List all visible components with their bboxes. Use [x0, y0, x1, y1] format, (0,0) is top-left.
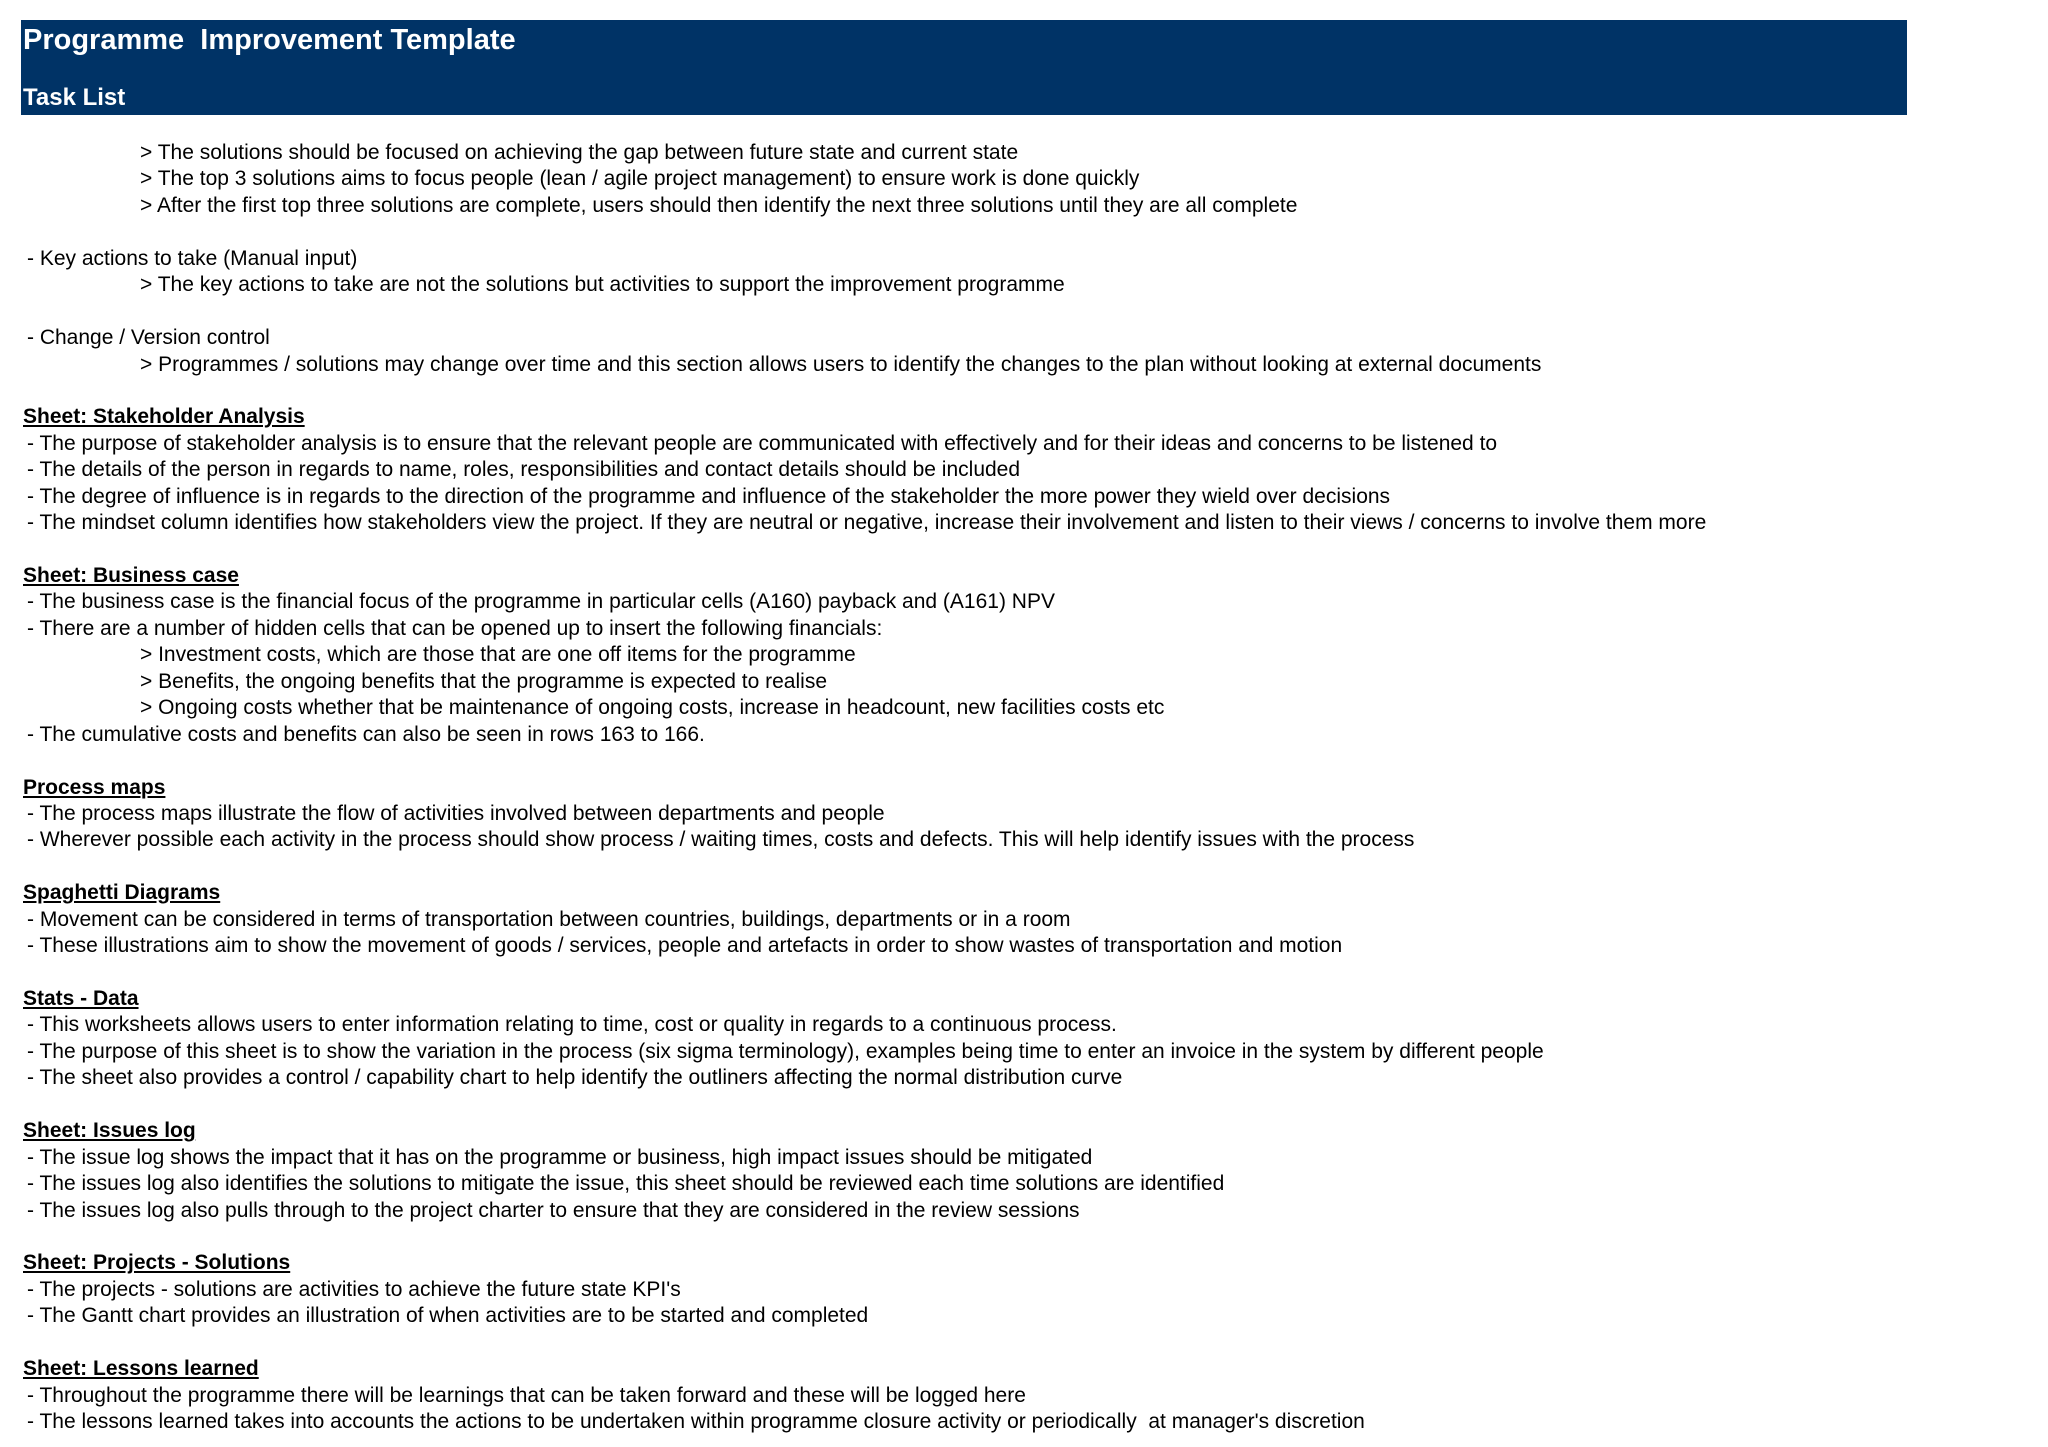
spacer — [23, 378, 2013, 404]
sub-bullet-line: > The top 3 solutions aims to focus people (lean / agile project management) to ensure work is done quickly — [140, 167, 1140, 191]
section-heading: Sheet: Issues log — [23, 1119, 196, 1143]
sub-bullet-line: > After the first top three solutions are complete, users should then identify the next three solutions until they are all complete — [140, 193, 1298, 217]
spacer — [23, 960, 2013, 986]
bullet-line: - Movement can be considered in terms of transportation between countries, buildings, departments or in a room — [27, 907, 1071, 931]
bullet-line: - The projects - solutions are activities to achieve the future state KPI's — [27, 1277, 681, 1301]
bullet-line: - The issue log shows the impact that it has on the programme or business, high impact issues should be mitigated — [27, 1145, 1093, 1169]
bullet-line: - The details of the person in regards to name, roles, responsibilities and contact details should be included — [27, 458, 1021, 482]
bullet-line: - The sheet also provides a control / capability chart to help identify the outliners affecting the normal distribution curve — [27, 1066, 1123, 1090]
bullet-line: - Wherever possible each activity in the process should show process / waiting times, costs and defects. This will help identify issues with the process — [27, 828, 1415, 852]
bullet-line: - The lessons learned takes into accounts the actions to be undertaken within programme closure activity or periodically at manager's discretion — [27, 1410, 1365, 1433]
page-subtitle: Task List — [23, 84, 126, 111]
bullet-line: - The purpose of this sheet is to show the variation in the process (six sigma terminology), examples being time to enter an invoice in the system by different people — [27, 1039, 1544, 1063]
sub-bullet-line: > Benefits, the ongoing benefits that the programme is expected to realise — [140, 669, 828, 693]
bullet-line: - The issues log also identifies the solutions to mitigate the issue, this sheet should be reviewed each time solutions are identified — [27, 1172, 1225, 1196]
bullet-line: - The issues log also pulls through to the project charter to ensure that they are considered in the review sessions — [27, 1198, 1080, 1222]
sub-bullet-line: > The solutions should be focused on achieving the gap between future state and current state — [140, 141, 1019, 164]
sub-bullet-line: > Programmes / solutions may change over time and this section allows users to identify the changes to the plan without looking at external documents — [140, 352, 1542, 376]
section-heading: Stats - Data — [23, 987, 139, 1010]
page-title: Programme Improvement Template — [23, 24, 516, 56]
spacer — [23, 1330, 2013, 1356]
spacer — [23, 1224, 2013, 1250]
section-heading: Sheet: Business case — [23, 564, 239, 587]
spacer — [23, 1092, 2013, 1118]
sub-bullet-line: > The key actions to take are not the solutions but activities to support the improvement programme — [140, 273, 1065, 297]
section-heading: Process maps — [23, 775, 166, 799]
spacer — [23, 854, 2013, 880]
bullet-line: - The Gantt chart provides an illustration of when activities are to be started and completed — [27, 1304, 869, 1328]
spacer — [23, 219, 2013, 245]
bullet-line: - The business case is the financial focus of the programme in particular cells (A160) payback and (A161) NPV — [27, 590, 1055, 614]
spacer — [23, 748, 2013, 774]
bullet-line: - The purpose of stakeholder analysis is to ensure that the relevant people are communicated with effectively and for their ideas and concerns to be listened to — [27, 431, 1498, 455]
spacer — [23, 299, 2013, 325]
bullet-line: - These illustrations aim to show the movement of goods / services, people and artefacts in order to show wastes of transportation and motion — [27, 934, 1343, 958]
section-heading: Sheet: Projects - Solutions — [23, 1251, 291, 1275]
section-heading: Sheet: Stakeholder Analysis — [23, 405, 305, 429]
bullet-line: - The cumulative costs and benefits can also be seen in rows 163 to 166. — [27, 722, 705, 746]
sub-bullet-line: > Ongoing costs whether that be maintenance of ongoing costs, increase in headcount, new facilities costs etc — [140, 696, 1165, 720]
bullet-line: - Throughout the programme there will be learnings that can be taken forward and these will be logged here — [27, 1383, 1026, 1407]
section-heading: Sheet: Lessons learned — [23, 1357, 259, 1381]
bullet-line: - There are a number of hidden cells that can be opened up to insert the following financials: — [27, 616, 883, 640]
document-body — [23, 140, 2013, 1435]
spacer — [23, 537, 2013, 563]
bullet-line: - The degree of influence is in regards to the direction of the programme and influence of the stakeholder the more power they wield over decisions — [27, 484, 1391, 508]
bullet-line: - The process maps illustrate the flow of activities involved between departments and people — [27, 801, 885, 825]
section-heading: Spaghetti Diagrams — [23, 881, 221, 905]
bullet-line: - The mindset column identifies how stakeholders view the project. If they are neutral or negative, increase their involvement and listen to their views / concerns to involve them more — [27, 511, 1707, 535]
bullet-line: - Change / Version control — [27, 326, 270, 350]
sub-bullet-line: > Investment costs, which are those that are one off items for the programme — [140, 643, 856, 667]
bullet-line: - This worksheets allows users to enter information relating to time, cost or quality in regards to a continuous process. — [27, 1013, 1117, 1037]
bullet-line: - Key actions to take (Manual input) — [27, 246, 358, 270]
